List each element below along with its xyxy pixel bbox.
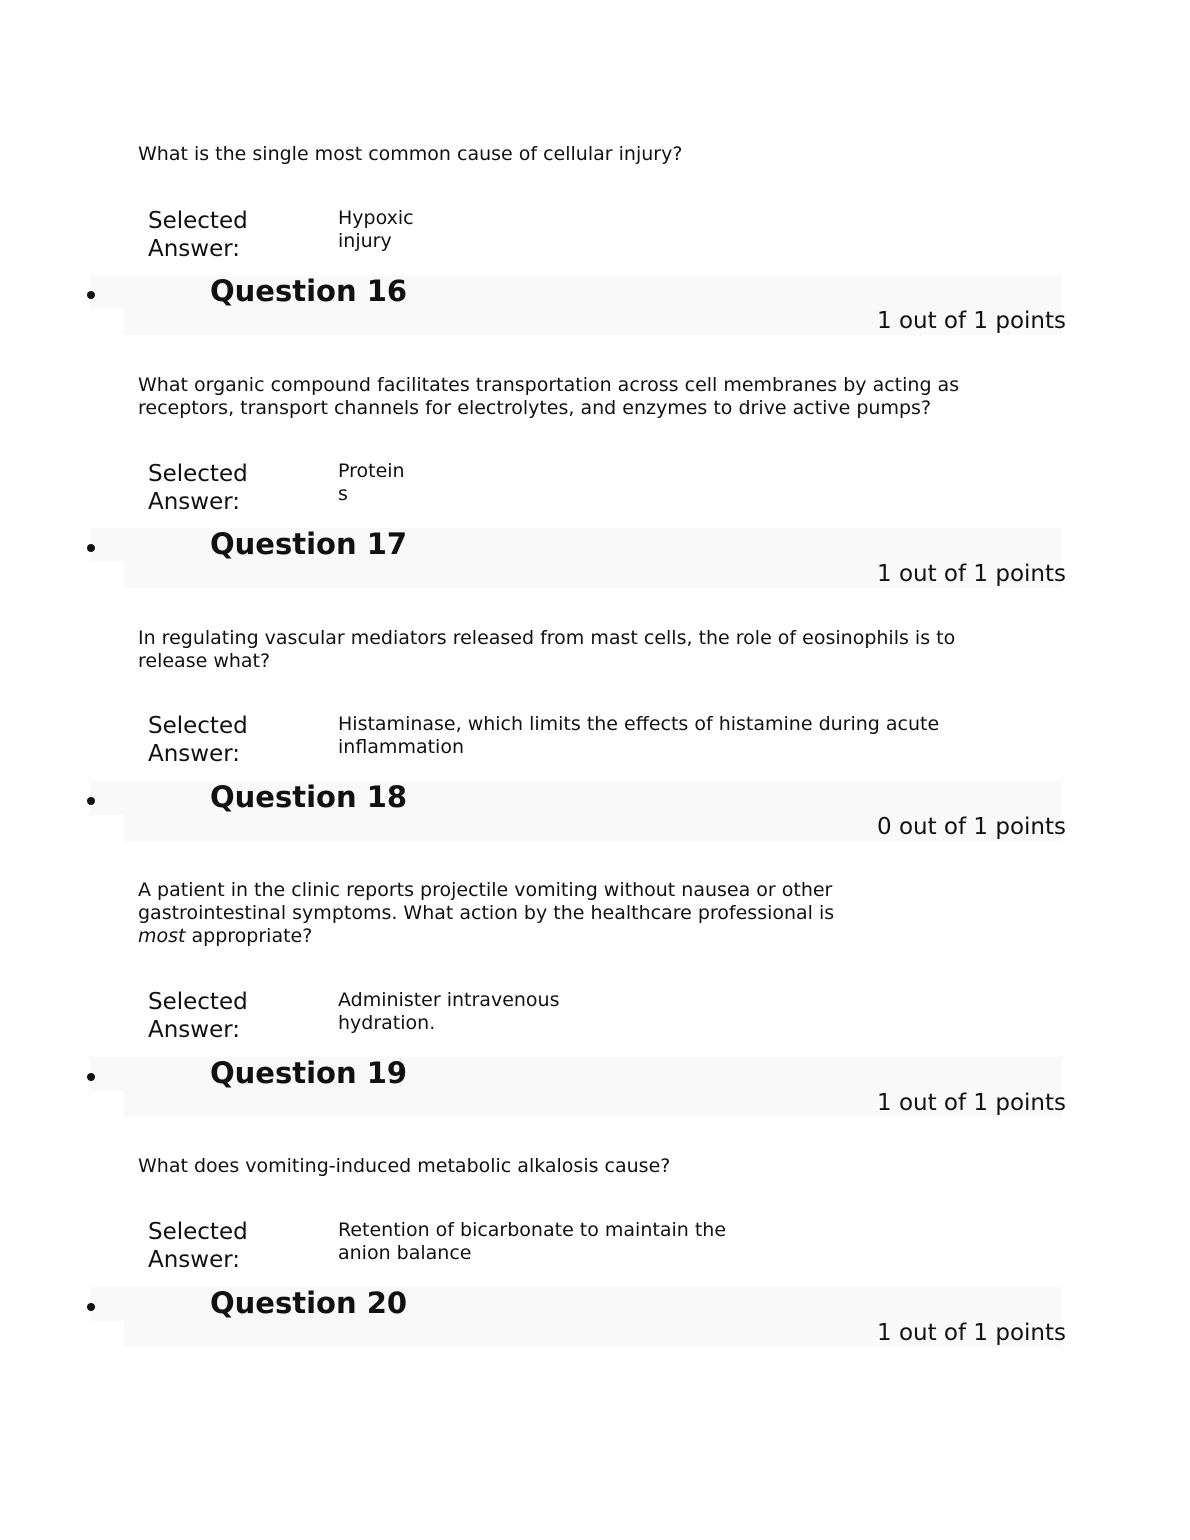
- question-points: 1 out of 1 points: [877, 308, 1066, 334]
- question-text: What does vomiting-induced metabolic alkalosis cause?: [138, 1155, 671, 1177]
- question-points: 1 out of 1 points: [877, 561, 1066, 587]
- bullet-icon: [87, 291, 95, 299]
- question-text-emphasis: most: [138, 925, 186, 947]
- selected-answer-label: Selected Answer:: [148, 713, 248, 767]
- question-points: 1 out of 1 points: [877, 1090, 1066, 1116]
- selected-answer-label: Selected Answer:: [148, 208, 248, 262]
- question-text: What organic compound facilitates transportation across cell membranes by acting as receptors, transport channels for electrolytes, and enzymes to drive active pumps?: [138, 374, 960, 419]
- bullet-icon: [87, 544, 95, 552]
- selected-answer-label: Selected Answer:: [148, 1219, 248, 1273]
- question-title: Question 16: [210, 274, 408, 308]
- selected-answer-value: Histaminase, which limits the effects of histamine during acute inflammation: [338, 713, 940, 758]
- question-text: [138, 879, 858, 948]
- bullet-icon: [87, 1303, 95, 1311]
- selected-answer-value: Hypoxic injury: [338, 207, 414, 252]
- selected-answer-value: Retention of bicarbonate to maintain the anion balance: [338, 1219, 727, 1264]
- bullet-icon: [87, 1073, 95, 1081]
- question-title: Question 19: [210, 1056, 408, 1090]
- question-title: Question 17: [210, 527, 408, 561]
- question-title: Question 20: [210, 1286, 408, 1320]
- question-points: 0 out of 1 points: [877, 814, 1066, 840]
- question-text: What is the single most common cause of cellular injury?: [138, 143, 683, 165]
- question-text: In regulating vascular mediators released from mast cells, the role of eosinophils is to release what?: [138, 627, 956, 672]
- question-text-part: appropriate?: [185, 925, 313, 947]
- selected-answer-label: Selected Answer:: [148, 461, 248, 515]
- question-title: Question 18: [210, 780, 408, 814]
- selected-answer-label: Selected Answer:: [148, 989, 248, 1043]
- bullet-icon: [87, 797, 95, 805]
- selected-answer-value: Proteins: [338, 460, 405, 505]
- selected-answer-value: Administer intravenous hydration.: [338, 989, 560, 1034]
- question-text-part: A patient in the clinic reports projectile vomiting without nausea or other gastrointestinal symptoms. What action by the healthcare professional is: [138, 879, 835, 924]
- question-points: 1 out of 1 points: [877, 1320, 1066, 1346]
